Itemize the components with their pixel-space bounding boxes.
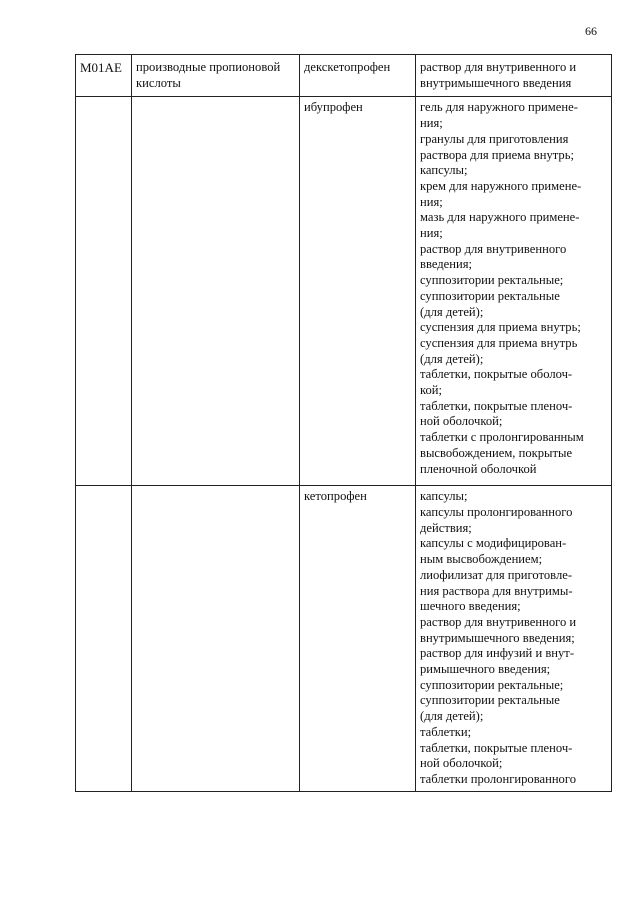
- dosage-form-line: шечного введения;: [420, 599, 521, 614]
- atc-code-cell: М01АЕ: [76, 55, 132, 97]
- dosage-form-line: действия;: [420, 520, 472, 535]
- dosage-form-line: капсулы;: [420, 163, 468, 178]
- table-row: [76, 486, 612, 791]
- dosage-form-line: суппозитории ректальные: [420, 288, 560, 303]
- dosage-forms-cell: [416, 486, 612, 791]
- dosage-form-line: ной оболочкой;: [420, 756, 503, 771]
- dosage-form-line: (для детей);: [420, 351, 484, 366]
- dosage-form-line: таблетки, покрытые пленоч-: [420, 398, 573, 413]
- dosage-form-line: введения;: [420, 257, 473, 272]
- dosage-form-line: таблетки, покрытые пленоч-: [420, 740, 573, 755]
- dosage-forms-cell: [416, 97, 612, 486]
- page-number: 66: [585, 24, 597, 38]
- dosage-form-line: пленочной оболочкой: [420, 461, 537, 476]
- dosage-form-line: (для детей);: [420, 709, 484, 724]
- dosage-form-line: капсулы;: [420, 489, 468, 504]
- dosage-form-line: капсулы пролонгированного: [420, 504, 573, 519]
- dosage-form-line: суспензия для приема внутрь;: [420, 320, 581, 335]
- pharmacological-group-cell: производные пропионовой кислоты: [132, 55, 300, 97]
- dosage-form-line: ной оболочкой;: [420, 414, 503, 429]
- dosage-form-line: внутримышечного введения;: [420, 630, 575, 645]
- dosage-form-line: раствор для внутривенного и: [420, 60, 577, 74]
- dosage-form-line: гель для наружного примене-: [420, 100, 578, 115]
- dosage-form-line: высвобождением, покрытые: [420, 445, 573, 460]
- dosage-form-line: суппозитории ректальные;: [420, 677, 564, 692]
- dosage-form-line: ным высвобождением;: [420, 552, 543, 567]
- dosage-form-line: суппозитории ректальные;: [420, 273, 564, 288]
- dosage-form-line: таблетки пролонгированного: [420, 771, 577, 786]
- dosage-form-line: ния;: [420, 226, 443, 241]
- pharmacological-group-cell: [132, 97, 300, 486]
- dosage-form-line: ния;: [420, 194, 443, 209]
- dosage-form-line: суппозитории ректальные: [420, 693, 560, 708]
- dosage-form-line: суспензия для приема внутрь: [420, 335, 578, 350]
- dosage-form-line: кой;: [420, 383, 443, 398]
- dosage-form-line: внутримышечного введения: [420, 75, 572, 90]
- dosage-form-line: (для детей);: [420, 304, 484, 319]
- dosage-forms-cell: [416, 55, 612, 97]
- dosage-form-line: таблетки;: [420, 724, 472, 739]
- dosage-form-line: гранулы для приготовления: [420, 131, 569, 146]
- dosage-form-line: таблетки, покрытые оболоч-: [420, 367, 573, 382]
- table-row: [76, 97, 612, 486]
- dosage-form-line: ния раствора для внутримы-: [420, 583, 573, 598]
- dosage-form-line: крем для наружного примене-: [420, 178, 582, 193]
- dosage-form-line: раствор для внутривенного: [420, 241, 567, 256]
- table-row: [76, 55, 612, 97]
- substance-cell: декскетопрофен: [300, 55, 416, 97]
- substance-cell: ибупрофен: [300, 97, 416, 486]
- dosage-form-line: капсулы с модифицирован-: [420, 536, 567, 551]
- dosage-form-line: раствора для приема внутрь;: [420, 147, 574, 162]
- dosage-form-line: римышечного введения;: [420, 662, 551, 677]
- atc-code-cell: [76, 486, 132, 791]
- dosage-form-line: таблетки с пролонгированным: [420, 430, 584, 445]
- pharmacological-group-cell: [132, 486, 300, 791]
- substance-cell: кетопрофен: [300, 486, 416, 791]
- dosage-form-line: раствор для внутривенного и: [420, 614, 577, 629]
- dosage-form-line: мазь для наружного примене-: [420, 210, 580, 225]
- atc-code-cell: [76, 97, 132, 486]
- drug-table: [75, 54, 612, 792]
- dosage-form-line: раствор для инфузий и внут-: [420, 646, 575, 661]
- dosage-form-line: ния;: [420, 116, 443, 131]
- dosage-form-line: лиофилизат для приготовле-: [420, 567, 573, 582]
